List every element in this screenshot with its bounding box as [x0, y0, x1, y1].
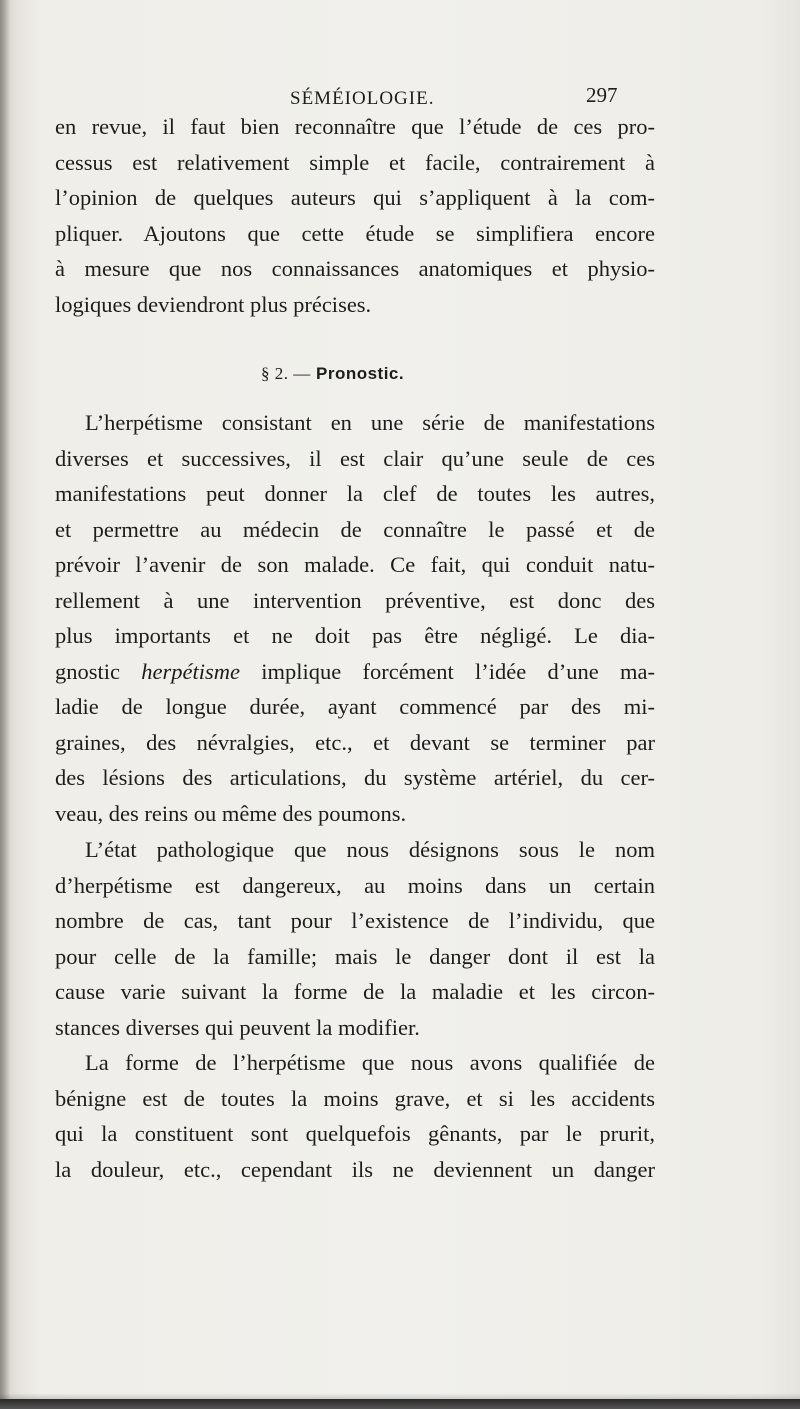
text-line: pour celle de la famille; mais le danger dont il est la — [55, 943, 655, 969]
text-fragment: implique forcément l’idée d’une ma- — [261, 658, 656, 684]
text-line: ladie de longue durée, ayant commencé par des mi- — [55, 694, 655, 719]
text-line: la douleur, etc., cependant ils ne deviennent un danger — [55, 1156, 655, 1182]
page-number: 297 — [586, 83, 618, 107]
text-line: prévoir l’avenir de son malade. Ce fait, qui conduit natu- — [55, 552, 655, 577]
text-line: cessus est relativement simple et facile, contrairement à — [55, 149, 655, 175]
text-line: bénigne est de toutes la moins grave, et si les accidents — [55, 1085, 655, 1111]
text-fragment: gnostic — [55, 658, 120, 684]
section-title: Pronostic. — [315, 364, 405, 383]
text-line: manifestations peut donner la clef de toutes les autres, — [55, 481, 655, 506]
italic-term: herpétisme — [141, 658, 241, 684]
paragraph-1 — [55, 109, 655, 322]
text-line: L’état pathologique que nous désignons sous le nom — [85, 837, 655, 862]
text-line: des lésions des articulations, du système artériel, du cer- — [55, 765, 655, 790]
text-line: en revue, il faut bien reconnaître que l’étude de ces pro- — [55, 114, 655, 139]
text-line: veau, des reins ou même des poumons. — [55, 800, 407, 826]
section-number: § 2. — — [261, 364, 311, 383]
text-line-with-italic — [55, 654, 655, 690]
text-line: pliquer. Ajoutons que cette étude se simplifiera encore — [55, 220, 655, 246]
paragraph-3 — [55, 832, 655, 1045]
text-line: La forme de l’herpétisme que nous avons qualifiée de — [85, 1050, 655, 1075]
text-line: rellement à une intervention préventive, est donc des — [55, 587, 655, 613]
text-line: logiques deviendront plus précises. — [55, 291, 372, 317]
spine-shadow — [0, 0, 10, 1409]
text-line: et permettre au médecin de connaître le passé et de — [55, 516, 655, 542]
paragraph-2 — [55, 405, 655, 831]
text-line: cause varie suivant la forme de la maladie et les circon- — [55, 979, 655, 1004]
text-line: d’herpétisme est dangereux, au moins dans un certain — [55, 872, 655, 898]
text-line: stances diverses qui peuvent la modifier. — [55, 1014, 420, 1040]
text-line: l’opinion de quelques auteurs qui s’appliquent à la com- — [55, 185, 655, 210]
text-line: qui la constituent sont quelquefois gênants, par le prurit, — [55, 1121, 655, 1146]
page-bottom-edge — [0, 1399, 800, 1409]
running-head: SÉMÉIOLOGIE. — [290, 88, 435, 109]
text-line: nombre de cas, tant pour l’existence de l’individu, que — [55, 908, 655, 933]
text-line: diverses et successives, il est clair qu’une seule de ces — [55, 445, 655, 471]
text-line: plus importants et ne doit pas être négligé. Le dia- — [55, 623, 655, 648]
text-line: graines, des névralgies, etc., et devant se terminer par — [55, 729, 655, 755]
paragraph-4 — [55, 1045, 655, 1187]
text-line: L’herpétisme consistant en une série de manifestations — [85, 410, 655, 435]
section-heading — [261, 364, 404, 384]
text-line: à mesure que nos connaissances anatomiques et physio- — [55, 256, 655, 281]
